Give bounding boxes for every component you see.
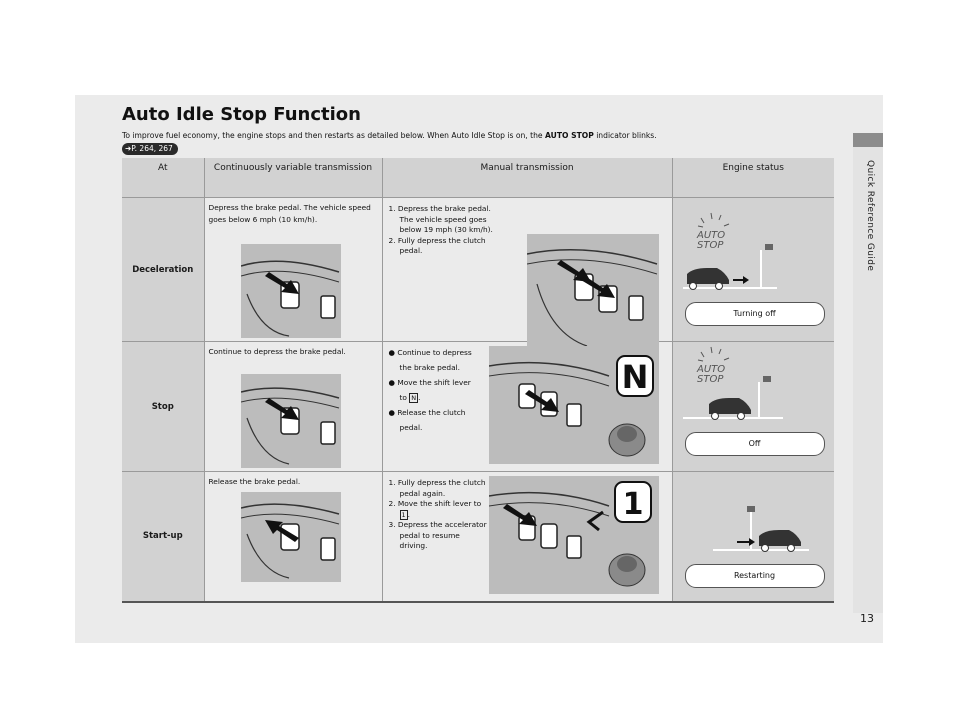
status-cell xyxy=(672,198,834,342)
pedal-illustration xyxy=(241,492,341,582)
gear-1-callout: 1 xyxy=(622,487,643,522)
svg-text:AUTO: AUTO xyxy=(696,230,725,241)
cvt-cell xyxy=(204,342,382,472)
header-at: At xyxy=(122,158,204,198)
cvt-instruction: Release the brake pedal. xyxy=(208,477,301,486)
header-cvt: Continuously variable transmission xyxy=(204,158,382,198)
status-cell xyxy=(672,342,834,472)
status-label-off: Off xyxy=(685,432,825,456)
intro-text: To improve fuel economy, the engine stops and then restarts as detailed below. When Auto Idle Stop is on, the AUTO STOP indicator blinks. xyxy=(122,131,657,140)
pedal-illustration xyxy=(241,374,341,468)
gear-n-callout: N xyxy=(621,358,648,396)
page-reference-link[interactable]: ➜P. 264, 267 xyxy=(122,143,178,155)
cvt-cell xyxy=(204,198,382,342)
table-row xyxy=(122,472,834,602)
pedal-illustration xyxy=(241,244,341,338)
status-label-turning-off: Turning off xyxy=(685,302,825,326)
cvt-cell xyxy=(204,472,382,602)
row-label-start-up: Start-up xyxy=(122,472,204,602)
manual-steps: 1. Fully depress the clutch pedal again. 2. Move the shift lever to 1 . 3. Depress the accelerator pedal to resume driving. xyxy=(388,478,487,550)
table-row xyxy=(122,198,834,342)
page-title: Auto Idle Stop Function xyxy=(122,104,361,125)
manual-cell xyxy=(382,342,672,472)
gear-1-key: 1 xyxy=(401,510,406,519)
svg-text:AUTO: AUTO xyxy=(696,364,725,375)
svg-text:STOP: STOP xyxy=(696,240,723,251)
manual-bullets: ● Continue to depress the brake pedal. ● Move the shift lever to N . ● Release the clutch pedal. xyxy=(388,348,472,432)
status-label-restarting: Restarting xyxy=(685,564,825,588)
arrow-right-icon: ➜ xyxy=(125,144,132,153)
page-number: 13 xyxy=(860,612,874,625)
shift-first-illustration xyxy=(489,476,659,594)
row-label-stop: Stop xyxy=(122,342,204,472)
manual-cell xyxy=(382,472,672,602)
row-label-deceleration: Deceleration xyxy=(122,198,204,342)
manual-cell xyxy=(382,198,672,342)
auto-idle-stop-table xyxy=(122,158,834,603)
auto-stop-indicator-name: AUTO STOP xyxy=(545,131,594,140)
cvt-instruction: Continue to depress the brake pedal. xyxy=(208,347,346,356)
shift-neutral-illustration xyxy=(489,346,659,464)
status-cell xyxy=(672,472,834,602)
manual-steps: 1. Depress the brake pedal. The vehicle speed goes below 19 mph (30 km/h). 2. Fully depress the clutch pedal. xyxy=(388,204,493,255)
cvt-instruction: Depress the brake pedal. The vehicle speed goes below 6 mph (10 km/h). xyxy=(208,203,371,224)
header-engine-status: Engine status xyxy=(672,158,834,198)
clutch-brake-illustration xyxy=(527,234,659,356)
section-tab-label: Quick Reference Guide xyxy=(865,160,875,272)
header-manual: Manual transmission xyxy=(382,158,672,198)
side-tab-marker xyxy=(853,133,883,147)
gear-n-key: N xyxy=(411,394,417,402)
table-row xyxy=(122,342,834,472)
svg-text:STOP: STOP xyxy=(696,374,723,385)
shift-direction-icon xyxy=(589,512,603,530)
